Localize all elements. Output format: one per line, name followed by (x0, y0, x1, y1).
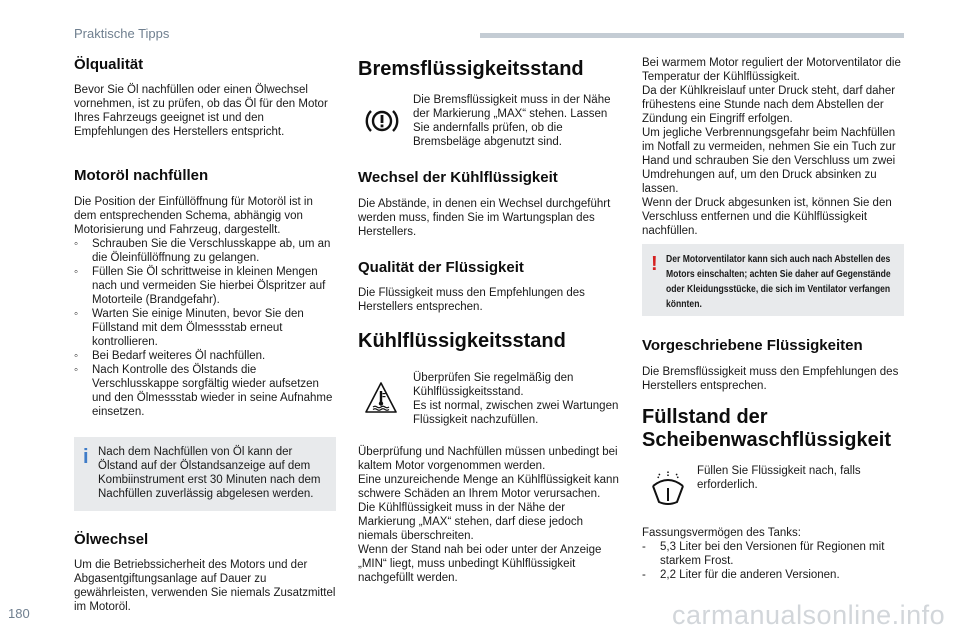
coolant-procedure-text: Überprüfung und Nachfüllen müssen unbedingt bei kaltem Motor vorgenommen werden. Eine unzureichende Menge an Kühlflüssigkeit kann schwere Schäden an Ihrem Motor verursachen. Die Kühlflüssigkeit muss in der Nähe der Markierung „MAX“ stehen, darf diese jedoch niemals überschreiten. Wenn der Stand nah bei oder unter der Anzeige „MIN“ liegt, muss unbedingt Kühlflüssigkeit nachgefüllt werden. (358, 446, 619, 584)
section-title: Praktische Tipps (74, 26, 170, 41)
info-box (74, 437, 336, 511)
watermark: carmanualsonline.info (672, 600, 946, 630)
oil-refill-steps (74, 237, 336, 419)
list-item: ◦ Füllen Sie Öl schrittweise in kleinen Mengen nach und vermeiden Sie hierbei Ölspritzer auf Motorteile (Brandgefahr). (74, 266, 326, 306)
list-item: - 2,2 Liter für die anderen Versionen. (642, 569, 840, 581)
prescribed-fluids-text: Die Bremsflüssigkeit muss den Empfehlungen des Herstellers entsprechen. (642, 366, 899, 392)
tank-capacity-list (642, 540, 904, 582)
coolant-change-text: Die Abstände, in denen ein Wechsel durchgeführt werden muss, finden Sie im Wartungsplan des Herstellers. (358, 198, 611, 238)
heading-coolant-level: Kühlflüssigkeitsstand (358, 330, 566, 352)
info-text: Nach dem Nachfüllen von Öl kann der Ölstand auf der Ölstandsanzeige auf dem Kombiinstrument erst 30 Minuten nach dem Nachfüllen zuverlässig abgelesen werden. (98, 446, 321, 500)
brake-warning-icon (364, 105, 400, 137)
heading-oil-change: Ölwechsel (74, 531, 149, 548)
warning-box (642, 244, 904, 316)
washer-fluid-text: Füllen Sie Flüssigkeit nach, falls erforderlich. (697, 465, 861, 491)
heading-fluid-quality: Qualität der Flüssigkeit (358, 259, 524, 276)
hot-engine-text: Bei warmem Motor reguliert der Motorventilator die Temperatur der Kühlflüssigkeit. Da der Kühlkreislauf unter Druck steht, darf daher frühestens eine Stunde nach dem Abstellen der Zündung ein Eingriff erfolgen. Um jegliche Verbrennungsgefahr beim Nachfüllen im Notfall zu vermeiden, nehmen Sie ein Tuch zur Hand und schrauben Sie den Verschluss um zwei Umdrehungen auf, um den Druck absinken zu lassen. Wenn der Druck abgesunken ist, können Sie den Verschluss entfernen und die Kühlflüssigkeit nachfüllen. (642, 57, 901, 237)
header-bar (480, 33, 904, 38)
list-item: ◦ Schrauben Sie die Verschlusskappe ab, um an die Öleinfüllöffnung zu gelangen. (74, 238, 331, 264)
brake-info-row (358, 93, 622, 157)
info-icon: i (83, 446, 89, 468)
heading-oil-refill: Motoröl nachfüllen (74, 167, 209, 184)
column-left (74, 50, 336, 614)
oil-refill-intro: Die Position der Einfüllöffnung für Motoröl ist in dem entsprechenden Schema, abhängig von Motorisierung und Fahrzeug, dargestellt. (74, 196, 313, 236)
washer-info-row (642, 464, 904, 514)
heading-washer-fluid: Füllstand der Scheibenwaschflüssigkeit (642, 406, 891, 451)
oil-quality-text: Bevor Sie Öl nachfüllen oder einen Ölwechsel vornehmen, ist zu prüfen, ob das Öl für den Motor Ihres Fahrzeugs geeignet ist und den Empfehlungen des Herstellers entspricht. (74, 84, 328, 138)
list-item: ◦ Nach Kontrolle des Ölstands die Verschlusskappe sorgfältig wieder aufsetzen und den Ölmessstab wieder in seine Aufnahme einsetzen. (74, 364, 333, 418)
list-item: ◦ Warten Sie einige Minuten, bevor Sie den Füllstand mit dem Ölmessstab erneut kontrollieren. (74, 308, 304, 348)
brake-fluid-text: Die Bremsflüssigkeit muss in der Nähe der Markierung „MAX“ stehen. Lassen Sie andernfalls prüfen, ob die Bremsbeläge abgenutzt sind. (413, 94, 611, 148)
washer-fluid-icon (648, 470, 688, 508)
coolant-temperature-icon (364, 381, 398, 415)
heading-brake-fluid: Bremsflüssigkeitsstand (358, 58, 584, 80)
list-item: - 5,3 Liter bei den Versionen für Regionen mit starkem Frost. (642, 541, 885, 567)
warning-text: Der Motorventilator kann sich auch nach Abstellen des Motors einschalten; achten Sie daher auf Gegenstände oder Kleidungsstücke, die sich im Ventilator verfangen könnten. (666, 254, 891, 310)
page-number: 180 (8, 606, 30, 621)
tank-capacity-label: Fassungsvermögen des Tanks: (642, 527, 801, 539)
fluid-quality-text: Die Flüssigkeit muss den Empfehlungen des Herstellers entsprechen. (358, 287, 585, 313)
coolant-info-row (358, 371, 622, 437)
list-item: ◦ Bei Bedarf weiteres Öl nachfüllen. (74, 350, 266, 362)
heading-oil-quality: Ölqualität (74, 56, 144, 73)
heading-coolant-change: Wechsel der Kühlflüssigkeit (358, 169, 558, 186)
column-middle (358, 50, 622, 585)
heading-prescribed-fluids: Vorgeschriebene Flüssigkeiten (642, 337, 863, 354)
coolant-check-text: Überprüfen Sie regelmäßig den Kühlflüssigkeitsstand. Es ist normal, zwischen zwei Wartungen Flüssigkeit nachzufüllen. (413, 372, 619, 426)
oil-change-text: Um die Betriebssicherheit des Motors und der Abgasentgiftungsanlage auf Dauer zu gewährleisten, verwenden Sie niemals Zusatzmittel im Motoröl. (74, 559, 336, 613)
warning-icon: ! (651, 253, 658, 275)
column-right (642, 50, 904, 582)
